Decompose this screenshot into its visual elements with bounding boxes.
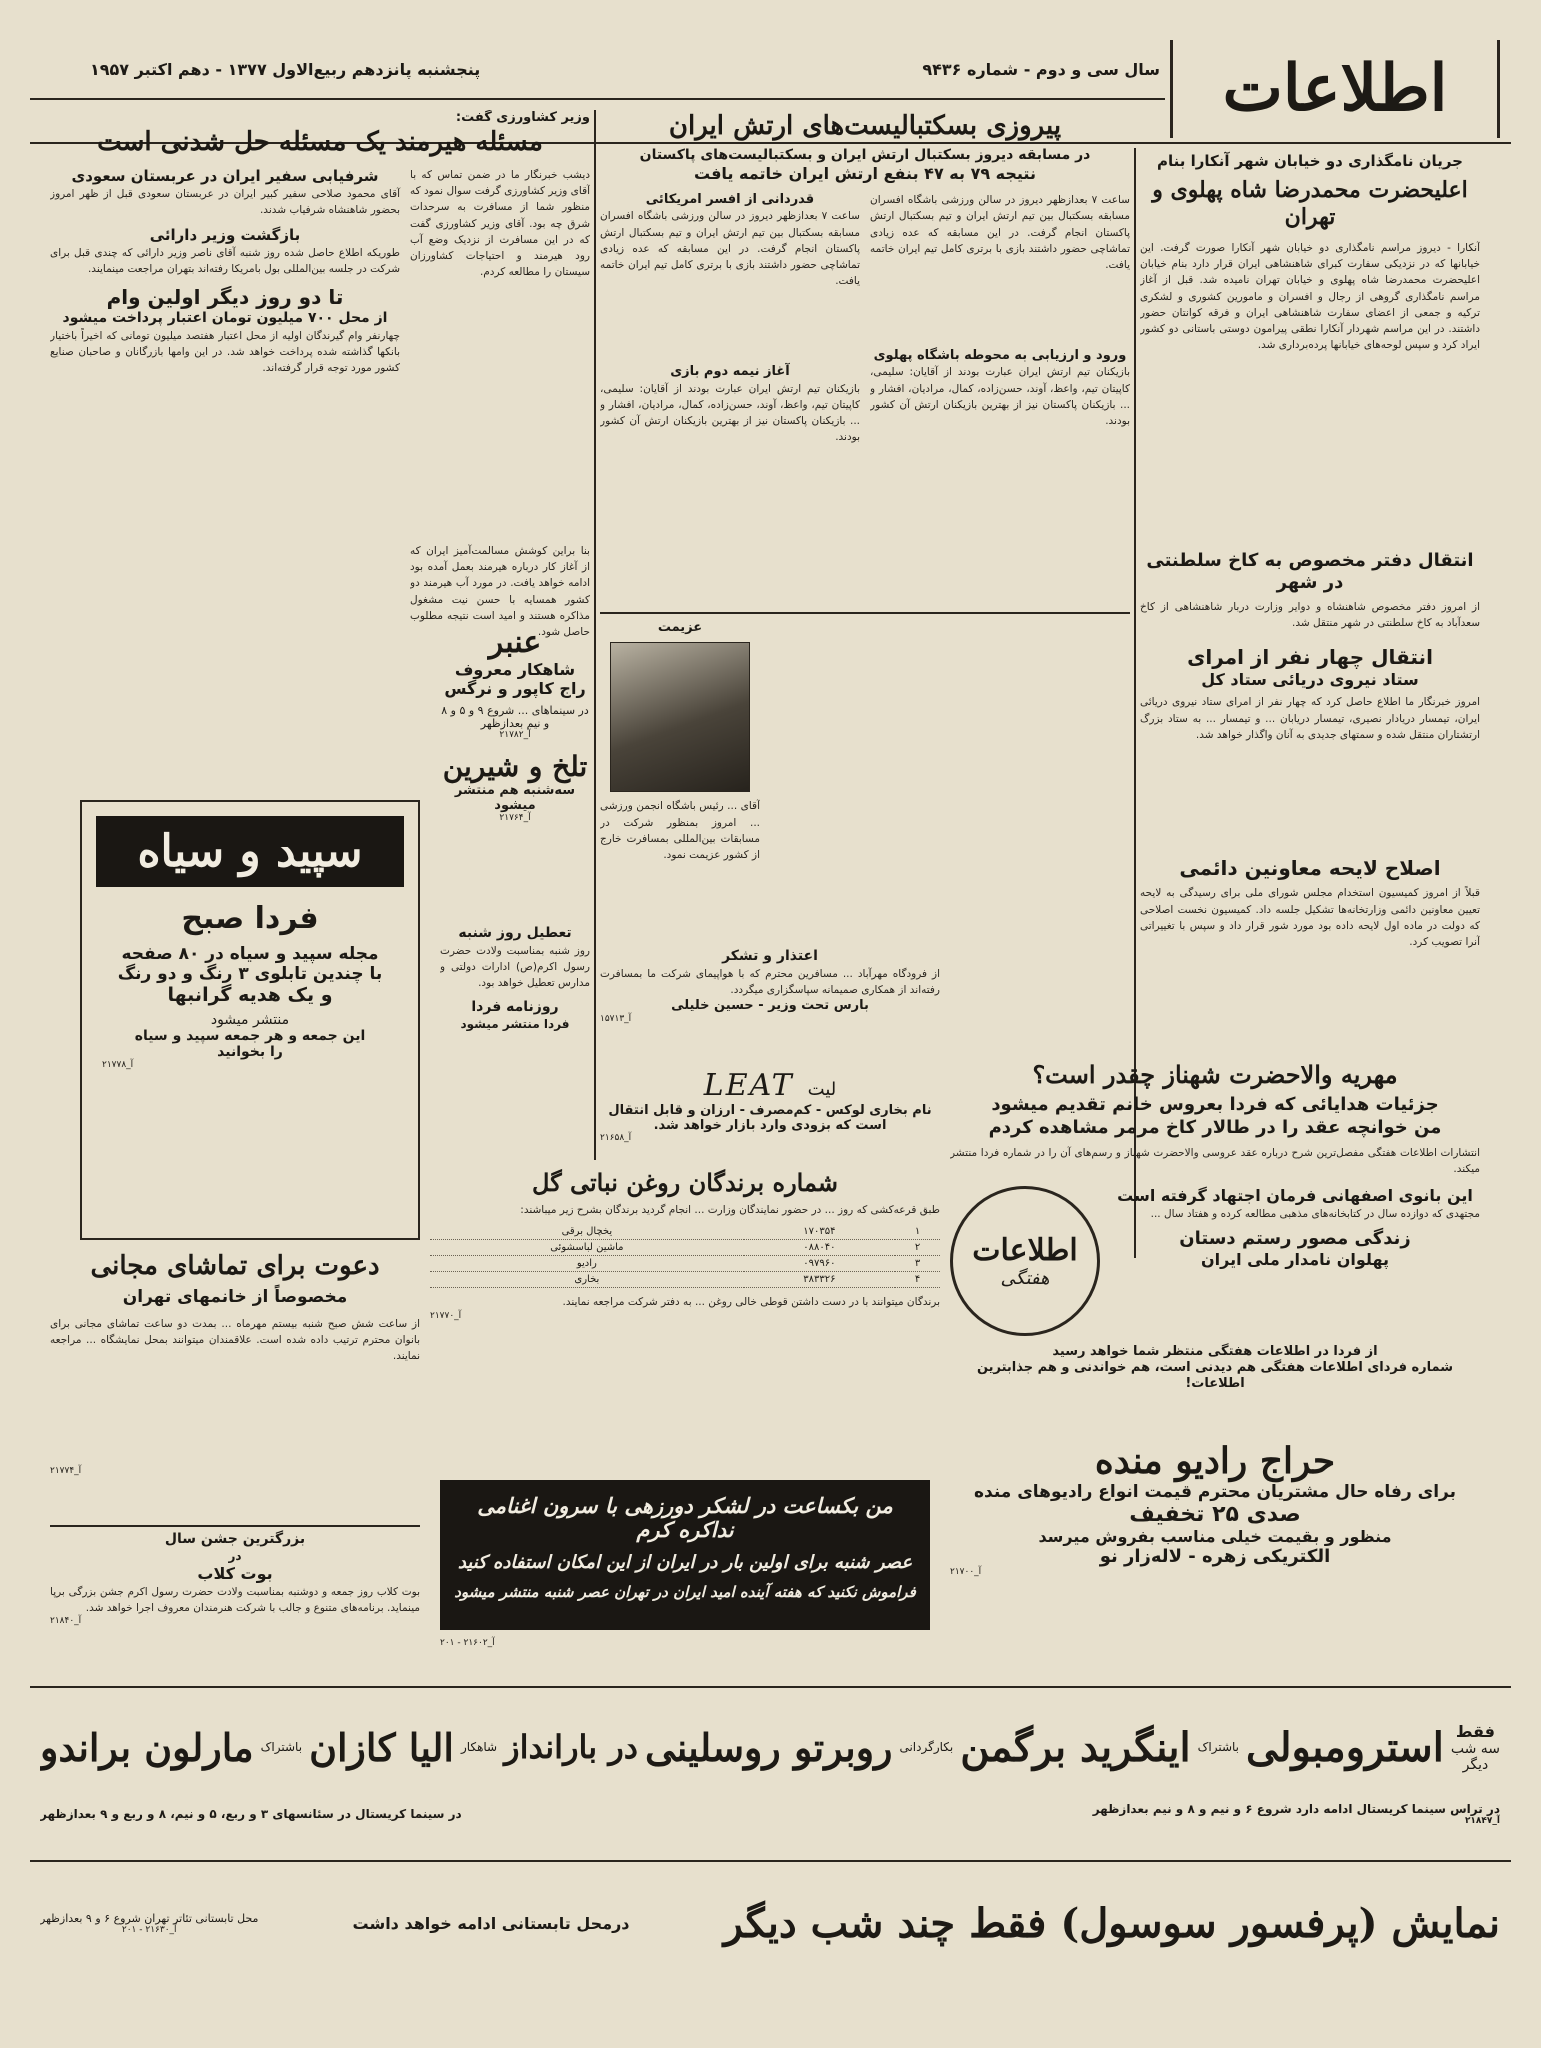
- a4-title: اصلاح لایحه معاونین دائمی: [1179, 856, 1441, 881]
- banner-star5: مارلون براندو: [40, 1724, 254, 1770]
- radio-l3: منظور و بقیمت خیلی مناسب بفروش میرسد: [1038, 1527, 1392, 1546]
- table-cell: ماشین لباسشوئی: [430, 1240, 744, 1256]
- tomorrow-sub: فردا منتشر میشود: [460, 1016, 570, 1031]
- table-cell: رادیو: [430, 1256, 744, 1272]
- banner-only: فقط: [1455, 1721, 1495, 1741]
- banner-tonight: سه شب: [1450, 1740, 1500, 1757]
- siah-l2: با چندین تابلوی ۳ رنگ و دو رنگ: [117, 964, 383, 984]
- leat-code: آ_۲۱۶۵۸: [600, 1133, 632, 1143]
- movie1-title: عنبر: [488, 625, 542, 660]
- black-code: آ_۲۱۶۰۲ - ۲۰۱: [440, 1638, 495, 1648]
- helmand-kicker: وزیر کشاورزی گفت:: [455, 110, 590, 125]
- invite-ad: [50, 1250, 420, 1520]
- lead-body-b: بازیکنان تیم ارتش ایران عبارت بودند از آقایان: سلیمی، کاپیتان تیم، واعظ، آوند، حسن‌زاده، کمال، مرادیان، افشار و ... بازیکنان پاکستان نیز از بهترین بازیکنان ارتش آن کشور بودند.: [870, 366, 1130, 428]
- lead-body-a: ساعت ۷ بعدازظهر دیروز در سالن ورزشی باشگاه افسران مسابقه بسکتبال بین تیم ارتش ایران و تیم بسکتبال ارتش پاکستان انجام گرفت. در این مسابقه که عده زیادی تماشاچی حضور داشتند بازی با برتری کامل تیم ایران خاتمه یافت.: [870, 194, 1130, 272]
- leat-ad: [600, 1068, 940, 1158]
- show-side: درمحل تابستانی ادامه خواهد داشت: [352, 1913, 630, 1933]
- show-info: محل تابستانی تئاتر تهران شروع ۶ و ۹ بعدازظهر: [40, 1911, 259, 1925]
- a2-body: از امروز دفتر مخصوص شاهنشاه و دوایر وزارت دربار شاهنشاهی از کاخ سعدآباد به کاخ سلطنتی در شهر منتقل شد.: [1140, 600, 1480, 630]
- lead-title: پیروزی بسکتبالیست‌های ارتش ایران: [668, 111, 1062, 141]
- invite-code: آ_۲۱۷۷۴: [50, 1465, 82, 1476]
- club-body: بوت کلاب روز جمعه و دوشنبه بمناسبت ولادت حضرت رسول اکرم جشن بزرگی برپا مینماید. برنامه‌های متنوع و جالب با شرکت هنرمندان معروف اجرا خواهد شد.: [50, 1585, 420, 1614]
- a1-body: آنکارا - دیروز مراسم نامگذاری دو خیابان شهر آنکارا صورت گرفت. این خیابانها که در نزدیکی سفارت کبرای شاهنشاهی ایران قرار دارد بنام خیابان اعلیحضرت محمدرضا شاه پهلوی و خیابان تهران نامیده شد. قبل از آغاز مراسم نامگذاری گروهی از رجال و افسران و مامورین کشوری و لشکری ترکیه و جمعی از اعضای سفارت شاهنشاهی ایران و فرقه کوانتان حضور داشتند. در این مراسم شهردار آنکارا نطقی پیرامون دوستی باستانی دو کشور ایراد کرد و سپس لوحه‌های خیابانها پرده‌برداری شد.: [1140, 241, 1480, 352]
- dowry-story: [950, 1060, 1480, 1440]
- travel-code: آ_۱۵۷۱۳: [600, 1014, 632, 1025]
- cinema-banner: [40, 1692, 1500, 1852]
- table-cell: ۴: [895, 1272, 940, 1288]
- banner-with2: باشتراک: [260, 1740, 303, 1754]
- newspaper-logo: اطلاعات: [1170, 40, 1500, 138]
- movie2-line: سه‌شنبه هم منتشر میشود: [454, 783, 576, 813]
- travel-body: از فرودگاه مهرآباد ... مسافرین محترم که با هواپیمای شرکت ما بمسافرت رفته‌اند از همکاری صمیمانه سپاسگزاری میگردد.: [600, 967, 940, 996]
- siah-l4: منتشر میشود: [210, 1012, 290, 1028]
- travel-sign: بارس تحت وزیر - حسین خلیلی: [671, 998, 869, 1014]
- a3-body: امروز خبرنگار ما اطلاع حاصل کرد که چهار نفر از امرای ستاد نیروی دریائی ایران، تیمسار دریادار نصیری، تیمسار دریابان ... و تیمسار ... به ستاد بزرگ ارتشتاران منتقل شده و سمتهای جدیدی به آنان واگذار خواهد شد.: [1140, 696, 1480, 741]
- rostam-b: پهلوان نامدار ملی ایران: [1200, 1250, 1390, 1270]
- show-code: آ_۲۱۶۳۰ - ۲۰۱: [121, 1924, 177, 1935]
- radio-title: حراج رادیو منده: [1094, 1440, 1336, 1482]
- helmand-title: مسئله هیرمند یک مسئله حل شدنی است: [97, 127, 543, 158]
- movie1-code: آ_۲۱۷۸۲: [499, 730, 531, 740]
- lead-box2-title: آغاز نیمه دوم بازی: [670, 364, 790, 380]
- isfahan-title: این بانوی اصفهانی فرمان اجتهاد گرفته است: [1117, 1185, 1473, 1205]
- siah-l1: مجله سپید و سیاه در ۸۰ صفحه: [121, 944, 379, 964]
- table-row: [430, 1224, 940, 1240]
- a2-title: انتقال دفتر مخصوص به کاخ سلطنتی در شهر: [1146, 549, 1474, 594]
- siah-logo: سپید و سیاه: [96, 816, 404, 887]
- dowry-body: انتشارات اطلاعات هفتگی مفصل‌ترین شرح درباره عقد عروسی والاحضرت شهناز و رسم‌های آن را در شماره فردا منتشر میکند.: [950, 1147, 1480, 1176]
- oil-code: آ_۲۱۷۷۰: [430, 1310, 462, 1321]
- envoy-title: شرفیابی سفیر ایران در عربستان سعودی: [71, 166, 379, 185]
- banner-sub-a: در تراس سینما کریستال ادامه دارد شروع ۶ و نیم و ۸ و نیم بعدازظهر: [1092, 1802, 1500, 1816]
- table-cell: ۲: [895, 1240, 940, 1256]
- table-cell: ۳: [895, 1256, 940, 1272]
- travel-title: اعتذار و تشکر: [722, 948, 818, 964]
- finance-title: بازگشت وزیر دارائی: [149, 226, 301, 245]
- table-row: [430, 1256, 940, 1272]
- lead-sub1: در مسابقه دیروز بسکتبال ارتش ایران و بسکتبالیست‌های پاکستان: [639, 146, 1091, 163]
- loan-body: چهارنفر وام گیرندگان اولیه از محل اعتبار هفتصد میلیون تومانی که اخیراً باختیار بانکها گذاشته شده پرداخت خواهد شد. در این وامها بازرگانان و صاحبان صنایع کشور مورد توجه قرار گرفته‌اند.: [50, 329, 400, 375]
- weekly-sub: هفتگی: [1000, 1267, 1050, 1289]
- banner-dir: بکارگردانی: [899, 1740, 954, 1754]
- lead-sub2: نتیجه ۷۹ به ۴۷ بنفع ارتش ایران خاتمه یافت: [694, 164, 1036, 183]
- siah-l5: این جمعه و هر جمعه سپید و سیاه: [134, 1028, 366, 1044]
- condolence-box: [600, 620, 760, 940]
- table-row: [430, 1240, 940, 1256]
- table-cell: ۰۹۷۹۶۰: [744, 1256, 895, 1272]
- movie2-code: آ_۲۱۷۶۴: [499, 813, 531, 823]
- condolence-title: عزیمت: [657, 620, 703, 635]
- lead-box3-title: ورود و ارزیابی به محوطه باشگاه پهلوی: [873, 348, 1127, 363]
- table-cell: ۱۷۰۳۵۴: [744, 1224, 895, 1240]
- a4-body: قبلاً از امروز کمیسیون استخدام مجلس شورای ملی برای رسیدگی به لایحه تعیین معاونین دائمی وزارتخانه‌ها تشکیل جلسه داد. کمیسیون نخست اصلاحی که دولت در ماده اول لایحه داده بود مورد شور قرار داد و سپس با تغییراتی آنرا تصویب کرد.: [1140, 887, 1480, 949]
- club-name: بوت کلاب: [197, 1563, 273, 1583]
- siah-l3: و یک هدیه گرانبها: [167, 984, 333, 1006]
- holiday-body: روز شنبه بمناسبت ولادت حضرت رسول اکرم(ص) ادارات دولتی و مدارس تعطیل خواهد بود.: [440, 944, 590, 990]
- loan-sub: از محل ۷۰۰ میلیون تومان اعتبار پرداخت میشود: [62, 310, 388, 327]
- table-cell: یخچال برقی: [430, 1224, 744, 1240]
- a3-title: انتقال چهار نفر از امرای: [1187, 645, 1433, 670]
- table-row: [430, 1272, 940, 1288]
- table-cell: ۳۸۳۳۲۶: [744, 1272, 895, 1288]
- siah-l6: را بخوانید: [217, 1044, 283, 1060]
- banner-other: دیگر: [1462, 1756, 1489, 1773]
- invite-sub: مخصوصاً از خانمهای تهران: [122, 1286, 348, 1307]
- movie1-line: در سینماهای ... شروع ۹ و ۵ و ۸ و نیم بعدازظهر: [441, 704, 589, 730]
- radio-code: آ_۲۱۷۰۰: [950, 1567, 982, 1577]
- helmand-body-a: دیشب خبرنگار ما در ضمن تماس که با آقای وزیر کشاورزی گرفت سوال نمود که منظور شما از مسافرت به سرحدات شرق چه بود. آقای وزیر کشاورزی گفت که در این مسافرت از نزدیک وضع آب رود هیرمند و احتیاجات کشاورزان سیستان را مطالعه کردم.: [410, 168, 590, 279]
- rostam-a: زندگی مصور رستم دستان: [1179, 1227, 1411, 1249]
- oil-title: شماره برندگان روغن نباتی گل: [532, 1168, 838, 1197]
- envoy-body: آقای محمود صلاحی سفیر کبیر ایران در عربستان سعودی قبل از ظهر امروز بحضور شاهنشاه شرفیاب شدند.: [50, 187, 400, 216]
- black-line1: من بکساعت در لشکر دورزهی با سرون اغنامی نداکره کرم: [477, 1494, 893, 1542]
- club-title: بزرگترین جشن سال: [164, 1531, 306, 1547]
- dowry-l1: جزئیات هدایائی که فردا بعروس خانم تقدیم میشود: [991, 1094, 1439, 1115]
- boat-club-ad: [50, 1525, 420, 1675]
- movie2-title: تلخ و شیرین: [442, 750, 588, 783]
- oil-table: [430, 1224, 940, 1288]
- a1-kicker: جریان نامگذاری دو خیابان شهر آنکارا بنام: [1157, 152, 1463, 170]
- a3-sub: ستاد نیروی دریائی ستاد کل: [1201, 670, 1419, 690]
- leat-brand: LEAT: [703, 1068, 794, 1103]
- loan-title: تا دو روز دیگر اولین وام: [106, 285, 344, 310]
- show-title: نمایش (پرفسور سوسول) فقط چند شب دیگر: [723, 1899, 1500, 1947]
- portrait-photo: [610, 642, 750, 792]
- banner-film: در بارانداز: [504, 1728, 639, 1766]
- leat-body: نام بخاری لوکس - کم‌مصرف - ارزان و قابل انتقال است که بزودی وارد بازار خواهد شد.: [608, 1103, 932, 1133]
- weekly-footer: شماره فردای اطلاعات هفتگی هم دیدنی است، هم خواندنی و هم جذابترین اطلاعات!: [976, 1359, 1454, 1392]
- banner-master: شاهکار: [460, 1740, 498, 1754]
- condolence-body: آقای ... رئیس باشگاه انجمن ورزشی ... امروز بمنظور شرکت در مسابقات بین‌المللی بمسافرت خارج از کشور عزیمت نمود.: [600, 800, 760, 862]
- banner-star4: الیا کازان: [309, 1724, 454, 1770]
- invite-body: از ساعت شش صبح شنبه بیستم مهرماه ... بمدت دو ساعت تماشای مجانی برای بانوان محترم ترتیب داده شده است. علاقمندان میتوانند بمحل نمایشگاه ... مراجعه نمایند.: [50, 1317, 420, 1363]
- dowry-l2: من خوانچه عقد را در طالار کاخ مرمر مشاهده کردم: [988, 1116, 1442, 1138]
- lead-story: [600, 110, 1130, 600]
- oil-note: برندگان میتوانند با در دست داشتن قوطی خالی روغن ... به دفتر شرکت مراجعه نمایند.: [562, 1296, 940, 1309]
- tomorrow-title: روزنامه فردا: [471, 999, 559, 1016]
- banner-star1: استرومبولی: [1246, 1723, 1444, 1771]
- club-code: آ_۲۱۸۴۰: [50, 1616, 82, 1627]
- radio-l2: صدی ۲۵ تخفیف: [1129, 1502, 1301, 1527]
- club-sub: در: [228, 1548, 242, 1563]
- lead-body-a2: ساعت ۷ بعدازظهر دیروز در سالن ورزشی باشگاه افسران مسابقه بسکتبال بین تیم ارتش ایران و تیم بسکتبال ارتش پاکستان انجام گرفت. در این مسابقه که عده زیادی تماشاچی حضور داشتند بازی با برتری کامل تیم ایران خاتمه یافت.: [600, 210, 860, 288]
- dowry-title: مهریه والاحضرت شهناز چقدر است؟: [1032, 1060, 1398, 1089]
- a1-title: اعلیحضرت محمدرضا شاه پهلوی و تهران: [1152, 176, 1468, 231]
- siah-head: فردا صبح: [181, 901, 319, 936]
- banner-star2: اینگرید برگمن: [960, 1723, 1191, 1771]
- holiday-title: تعطیل روز شنبه: [458, 925, 572, 941]
- date-line: پنجشنبه پانزدهم ربیع‌الاول ۱۳۷۷ - دهم اکتبر ۱۹۵۷: [90, 60, 481, 79]
- oil-intro: طبق قرعه‌کشی که روز ... در حضور نمایندگان وزارت ... انجام گردید برندگان بشرح زیر میباشند:: [520, 1204, 940, 1216]
- black-line3: فراموش نکنید که هفته آینده امید ایران در تهران عصر شنبه منتشر میشود: [454, 1583, 916, 1601]
- radio-l4: الکتریکی زهره - لاله‌زار نو: [1099, 1546, 1331, 1567]
- oil-winners: [430, 1168, 940, 1468]
- weekly-tease: از فردا در اطلاعات هفتگی منتظر شما خواهد رسید: [1052, 1343, 1378, 1359]
- finance-body: طوریکه اطلاع حاصل شده روز شنبه آقای ناصر وزیر دارائی که چندی قبل برای شرکت در جلسه بین‌المللی بول بامریکا رفته‌اند بتهران مراجعت مینمایند.: [50, 246, 400, 276]
- weekly-logo-stamp: [950, 1186, 1100, 1336]
- table-cell: ۱: [895, 1224, 940, 1240]
- banner-sub-b: در سینما کریستال در سئانسهای ۳ و ربع، ۵ و نیم، ۸ و ربع و ۹ بعدازظهر: [40, 1807, 462, 1821]
- banner-code: آ_۲۱۸۴۷: [1464, 1816, 1500, 1826]
- issue-line: سال سی و دوم - شماره ۹۴۳۶: [922, 60, 1160, 79]
- weekly-logo: اطلاعات: [972, 1232, 1078, 1268]
- siah-ad: [80, 800, 420, 1240]
- lead-body-b2: بازیکنان تیم ارتش ایران عبارت بودند از آقایان: سلیمی، کاپیتان تیم، واعظ، آوند، حسن‌زاده، کمال، مرادیان، افشار و ... بازیکنان پاکستان نیز از بهترین بازیکنان ارتش آن کشور بودند.: [600, 382, 860, 444]
- table-cell: بخاری: [430, 1272, 744, 1288]
- black-ad: [440, 1480, 930, 1630]
- leat-name: لیت: [807, 1079, 837, 1100]
- siah-code: آ_۲۱۷۷۸: [102, 1060, 134, 1070]
- invite-title: دعوت برای تماشای مجانی: [90, 1251, 380, 1281]
- isfahan-body: مجتهدی که دوازده سال در کتابخانه‌های مذهبی مطالعه کرده و هفتاد سال ...: [1150, 1207, 1480, 1220]
- table-cell: ۰۸۸۰۴۰: [744, 1240, 895, 1256]
- banner-star3: روبرتو روسلینی: [645, 1724, 893, 1770]
- helmand-body-b: بنا براین کوشش مسالمت‌آمیز ایران که از آغاز کار درباره هیرمند بعمل آمده بود ادامه خواهد یافت. در مورد آب هیرمند دو کشور همسایه با حسن نیت مشغول مذاکره هستند و امید است نتیجه مطلوب حاصل شود.: [410, 544, 590, 639]
- banner-with: باشتراک: [1197, 1740, 1240, 1754]
- movie1-sub: شاهکار معروف راج کاپور و نرگس: [444, 660, 586, 698]
- show-banner: [40, 1868, 1500, 1978]
- black-line2: عصر شنبه برای اولین بار در ایران از این امکان استفاده کنید: [457, 1552, 913, 1573]
- lead-box1-title: قدردانی از افسر امریکائی: [645, 192, 815, 207]
- movie-ad-anbar: [440, 625, 590, 915]
- travel-thanks: [600, 948, 940, 1058]
- radio-l1: برای رفاه حال مشتریان محترم قیمت انواع رادیوهای منده: [973, 1482, 1457, 1502]
- holiday-box: [440, 925, 590, 1085]
- radio-ad: [950, 1440, 1480, 1640]
